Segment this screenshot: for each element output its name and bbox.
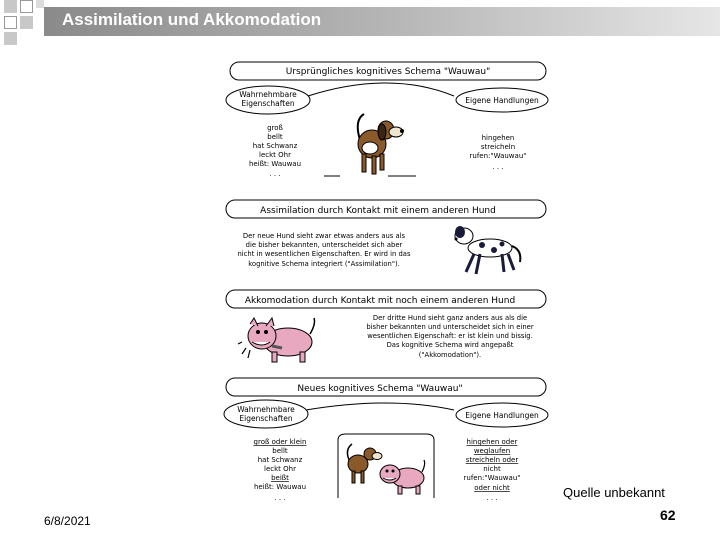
section3-text-line: Der dritte Hund sieht ganz anders aus als die (372, 314, 528, 322)
section4-right-item: oder nicht (474, 484, 510, 492)
slide-title: Assimilation und Akkomodation (62, 10, 322, 29)
decor-square-3 (4, 16, 17, 29)
section1-heading: Ursprüngliches kognitives Schema "Wauwau" (285, 67, 491, 77)
section2-text-line: die bisher bekannten, unterscheidet sich aber (245, 241, 403, 249)
section2-heading: Assimilation durch Kontakt mit einem anderen Hund (260, 206, 496, 216)
section2-text-line: nicht in wesentlichen Eigenschaften. Er wird in das (237, 250, 411, 258)
schema-diagram (220, 58, 552, 506)
section1-right-item: rufen:"Wauwau" (469, 152, 527, 160)
section4-left-bubble-line1: Wahrnehmbare (237, 405, 295, 414)
decor-square-5 (4, 32, 17, 45)
section4-right-item: hingehen oder (466, 438, 518, 446)
section1-right-bubble-text: Eigene Handlungen (465, 96, 539, 105)
section3-text-line: wesentlichen Eigenschaft: er ist klein und bissig. (367, 332, 533, 340)
section1-right-item: streicheln (480, 143, 516, 151)
section4-left-item: groß oder klein (253, 438, 307, 446)
section4-left-item: bellt (272, 447, 288, 455)
section4-right-item: . . . (486, 494, 498, 502)
section1-left-item: heißt: Wauwau (248, 160, 302, 168)
section1-right-item: hingehen (481, 134, 515, 142)
section1-left-bubble-line2: Eigenschaften (241, 99, 295, 108)
decor-square-1 (4, 0, 17, 13)
slide-date: 6/8/2021 (44, 514, 91, 528)
decor-square-6 (36, 0, 44, 8)
decor-square-4 (20, 16, 33, 29)
section1-left-item: hat Schwanz (252, 142, 298, 150)
decor-square-2 (20, 0, 33, 13)
section4-heading: Neues kognitives Schema "Wauwau" (297, 384, 463, 394)
section4-left-item: beißt (271, 474, 289, 482)
section1-left-item: groß (267, 124, 283, 132)
section4-right-item: nicht (483, 465, 501, 473)
section2-text-line: kognitive Schema integriert ("Assimilation"). (248, 260, 400, 268)
section1-left-item: . . . (269, 170, 281, 178)
section4-left-item: leckt Ohr (264, 465, 296, 473)
section4-right-item: rufen:"Wauwau" (463, 474, 521, 482)
section4-left-bubble-line2: Eigenschaften (239, 414, 293, 423)
page-number: 62 (660, 507, 676, 523)
section3-text-line: Das kognitive Schema wird angepaßt (386, 341, 514, 349)
section1-left-item: leckt Ohr (259, 151, 291, 159)
source-note: Quelle unbekannt (563, 485, 665, 500)
section1-left-bubble-line1: Wahrnehmbare (239, 90, 297, 99)
section4-left-item: . . . (274, 494, 286, 502)
section1-left-item: bellt (267, 133, 283, 141)
section4-left-item: heißt: Wauwau (253, 483, 307, 491)
section4-right-item: streicheln oder (465, 456, 519, 464)
section4-left-item: hat Schwanz (257, 456, 303, 464)
section2-text-line: Der neue Hund sieht zwar etwas anders aus als (242, 232, 406, 240)
section4-right-bubble-text: Eigene Handlungen (465, 411, 539, 420)
section3-text-line: ("Akkomodation"). (418, 351, 482, 359)
section4-right-item: weglaufen (473, 447, 511, 455)
section1-right-item: . . . (492, 163, 504, 171)
section3-text-line: bisher bekannten und unterscheidet sich in einer (366, 323, 534, 331)
section3-heading: Akkomodation durch Kontakt mit noch einem anderen Hund (244, 296, 516, 306)
